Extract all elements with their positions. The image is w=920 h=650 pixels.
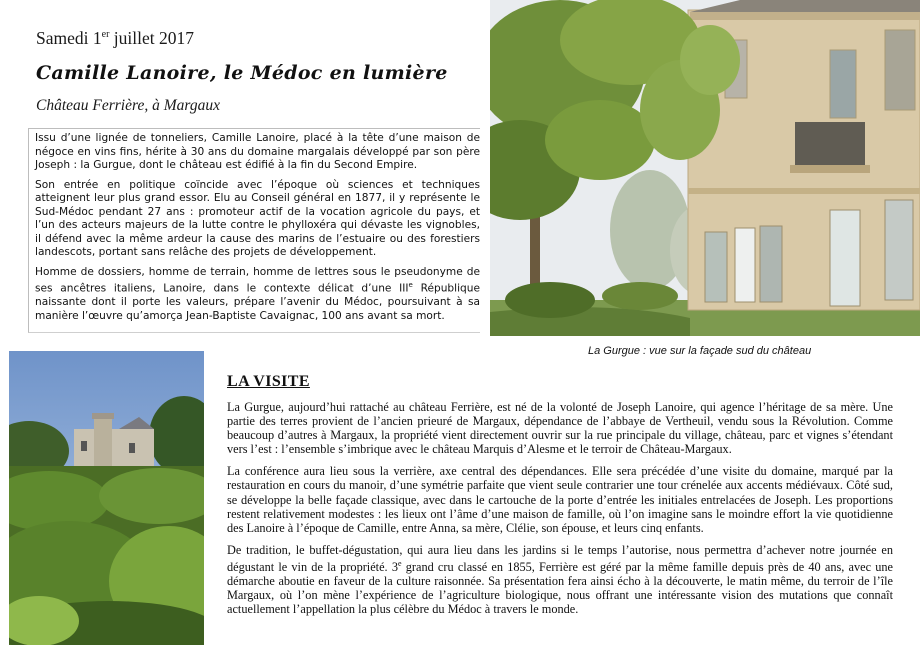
intro-paragraph-2: Son entrée en politique coïncide avec l’époque où sciences et techniques atteignent leur plus grand essor. Elu au Conseil général en 1877, il y représente le Sud-Médoc pendant 27 ans : promoteur actif de la vocation agricole du pays, et l’un des acteurs majeurs de la lutte contre le phylloxéra qui dévaste les vignobles, il défend avec la même ardeur la cause des marins de l’estuaire ou des forestiers landescots, portant sans relâche des projets de développement. [35, 178, 480, 258]
visit-text [227, 400, 893, 624]
intro-paragraph-1: Issu d’une lignée de tonneliers, Camille Lanoire, placé à la tête d’une maison de négoce en vins fins, hérite à 30 ans du domaine margalais développé par son père Joseph : la Gurgue, dont le château est édifié à la fin du Second Empire. [35, 132, 480, 171]
vineyard-photo [9, 351, 204, 645]
section-heading-visit: LA VISITE [227, 373, 310, 390]
visit-paragraph-2: La conférence aura lieu sous la verrière, axe central des dépendances. Elle sera précédée d’une visite du domaine, marqué par la restauration en cours du manoir, d’une symétrie parfaite que vient seule contrarier une tour crénelée aux accents médiévaux. Côté sud, se développe la belle façade classique, avec dans le cartouche de la porte d’entrée les initiales entrelacées de Joseph. Les proportions restent relativement modestes : les lieux ont l’âme d’une maison de famille, où l’on imagine sans le moindre effort la vie quotidienne des Lanoire à l’époque de Camille, entre Anna, sa mère, Clélie, son épouse, et leurs cinq enfants. [227, 464, 893, 535]
photo-caption: La Gurgue : vue sur la façade sud du château [588, 345, 812, 357]
visit-paragraph-1: La Gurgue, aujourd’hui rattaché au château Ferrière, est né de la volonté de Joseph Lanoire, qui agence l’héritage de sa mère. Une partie des terres provient de l’ancien prieuré de Margaux, dépendance de l’abbaye de Vertheuil, vendu sous la Révolution. Comme beaucoup d’autres à Margaux, la propriété vient directement ouvrir sur la rue principale du village, château, parc et vignes s’étendant vers l’est : l’ensemble s’imbrique avec le château Marquis d’Alesme et le terroir de Château-Margaux. [227, 400, 893, 457]
chateau-facade-photo [490, 0, 920, 336]
event-date: Samedi 1er juillet 2017 [36, 28, 194, 48]
visit-paragraph-3: De tradition, le buffet-dégustation, qui aura lieu dans les jardins si le temps l’autorise, nous permettra d’achever notre journée en dégustant le vin de la propriété. 3e grand cru classé en 1855, Ferrière est géré par la même famille depuis près de 40 ans, avec une démarche aboutie en faveur de la culture raisonnée. Sa présentation fera ainsi écho à la découverte, le matin même, du terroir de l’île Margaux, où l’on mène l’expérience de l’agriculture biologique, nous offrant une intéressante vision des mutations que connaît actuellement l’appellation la plus célèbre du Médoc à travers le monde. [227, 542, 894, 617]
intro-paragraph-3: Homme de dossiers, homme de terrain, homme de lettres sous le pseudonyme de ses ancêtres italiens, Lanoire, dans le contexte délicat d’une IIIe République naissante dont il porte les valeurs, prépare l’avenir du Médoc, poursuivant à sa manière l’œuvre qu’amorça Jean-Baptiste Cavaignac, 100 ans avant sa mort. [35, 265, 480, 322]
intro-box [28, 128, 480, 333]
page-title: Camille Lanoire, le Médoc en lumière [36, 62, 448, 84]
page-subtitle: Château Ferrière, à Margaux [36, 97, 220, 114]
